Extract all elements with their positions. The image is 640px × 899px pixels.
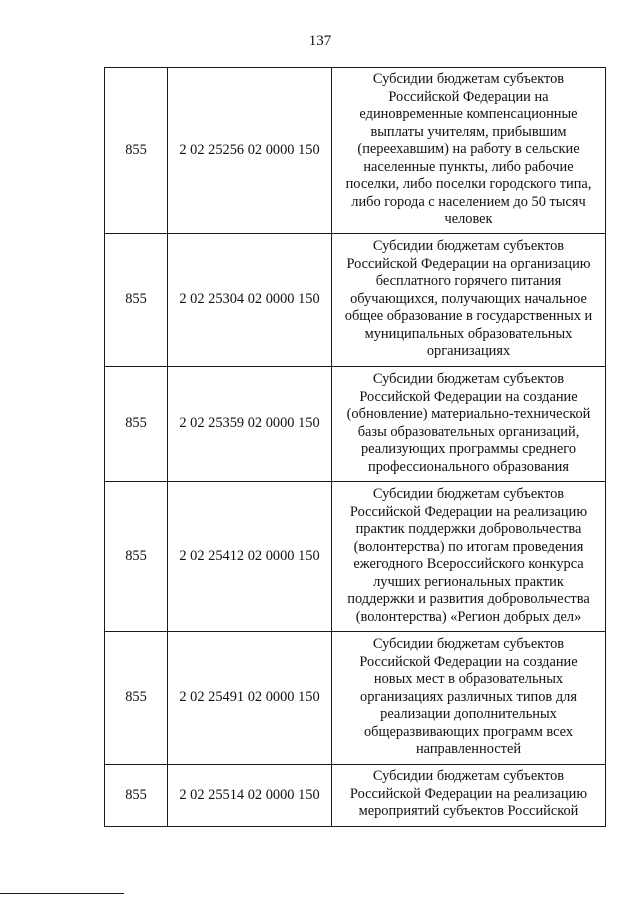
description-line: (обновление) материально-технической	[346, 406, 591, 422]
description-line: поселки, либо поселки городского типа,	[345, 176, 592, 193]
admin-code-cell: 855	[105, 68, 168, 234]
description-line: (волонтерства) по итогам проведения	[353, 538, 584, 555]
kbk-code-cell: 2 02 25359 02 0000 150	[168, 367, 332, 482]
admin-code-cell: 855	[105, 367, 168, 482]
description-line: практик поддержки добровольчества	[355, 521, 582, 537]
table-row	[105, 765, 606, 827]
table-row	[105, 68, 606, 234]
table-row	[105, 482, 606, 632]
page-number: 137	[308, 33, 332, 49]
footnote-rule	[0, 893, 124, 894]
description-line: бесплатного горячего питания	[375, 273, 562, 290]
description-line: Субсидии бюджетам субъектов	[372, 371, 565, 387]
budget-classification-table	[104, 67, 606, 827]
description-cell	[332, 765, 606, 827]
description-line: организациях	[426, 343, 511, 360]
description-cell	[332, 632, 606, 765]
admin-code-cell: 855	[105, 765, 168, 827]
admin-code-cell: 855	[105, 234, 168, 367]
description-line: реализующих программы среднего	[360, 441, 577, 457]
description-line: реализации дополнительных	[380, 706, 557, 723]
description-cell	[332, 68, 606, 234]
description-line: Субсидии бюджетам субъектов	[372, 238, 565, 255]
description-line: (переехавшим) на работу в сельские	[357, 141, 580, 158]
description-line: Российской Федерации на создание	[359, 388, 578, 405]
description-line: муниципальных образовательных	[364, 325, 573, 342]
kbk-code-cell: 2 02 25412 02 0000 150	[168, 482, 332, 632]
description-line: направленностей	[415, 741, 522, 758]
description-line: Российской Федерации на организацию	[346, 255, 591, 272]
description-cell	[332, 234, 606, 367]
description-line: Российской Федерации на создание	[359, 653, 578, 670]
description-line: общее образование в государственных и	[344, 308, 593, 325]
description-line: мероприятий субъектов Российской	[358, 803, 579, 819]
admin-code-cell: 855	[105, 482, 168, 632]
description-cell	[332, 367, 606, 482]
description-line: единовременные компенсационные	[359, 106, 578, 123]
description-line: Российской Федерации на	[388, 88, 549, 105]
description-line: общеразвивающих программ всех	[363, 723, 574, 740]
description-line: либо города с населением до 50 тысяч	[351, 193, 586, 210]
admin-code-cell: 855	[105, 632, 168, 765]
description-line: Субсидии бюджетам субъектов	[372, 636, 565, 653]
description-line: Субсидии бюджетам субъектов	[372, 768, 565, 784]
description-line: выплаты учителям, прибывшим	[370, 123, 567, 140]
description-line: Российской Федерации на реализацию	[349, 785, 588, 802]
kbk-code-cell: 2 02 25304 02 0000 150	[168, 234, 332, 367]
description-line: Российской Федерации на реализацию	[349, 503, 588, 520]
description-line: населенные пункты, либо рабочие	[363, 158, 574, 175]
description-cell	[332, 482, 606, 632]
description-line: поддержки и развития добровольчества	[347, 591, 590, 607]
description-line: Субсидии бюджетам субъектов	[372, 486, 565, 502]
table-row	[105, 234, 606, 367]
description-line: Субсидии бюджетам субъектов	[372, 71, 565, 88]
table-row	[105, 632, 606, 765]
kbk-code-cell: 2 02 25491 02 0000 150	[168, 632, 332, 765]
description-line: базы образовательных организаций,	[357, 423, 580, 440]
description-line: лучших региональных практик	[373, 573, 564, 590]
kbk-code-cell: 2 02 25514 02 0000 150	[168, 765, 332, 827]
description-line: организациях различных типов для	[360, 688, 577, 705]
description-line: ежегодного Всероссийского конкурса	[353, 556, 584, 572]
description-line: профессионального образования	[368, 458, 569, 475]
description-line: обучающихся, получающих начальное	[350, 290, 587, 307]
description-line: новых мест в образовательных	[373, 671, 564, 688]
description-line: человек	[444, 211, 493, 228]
table-row	[105, 367, 606, 482]
description-line: (волонтерства) «Регион добрых дел»	[355, 608, 582, 625]
kbk-code-cell: 2 02 25256 02 0000 150	[168, 68, 332, 234]
